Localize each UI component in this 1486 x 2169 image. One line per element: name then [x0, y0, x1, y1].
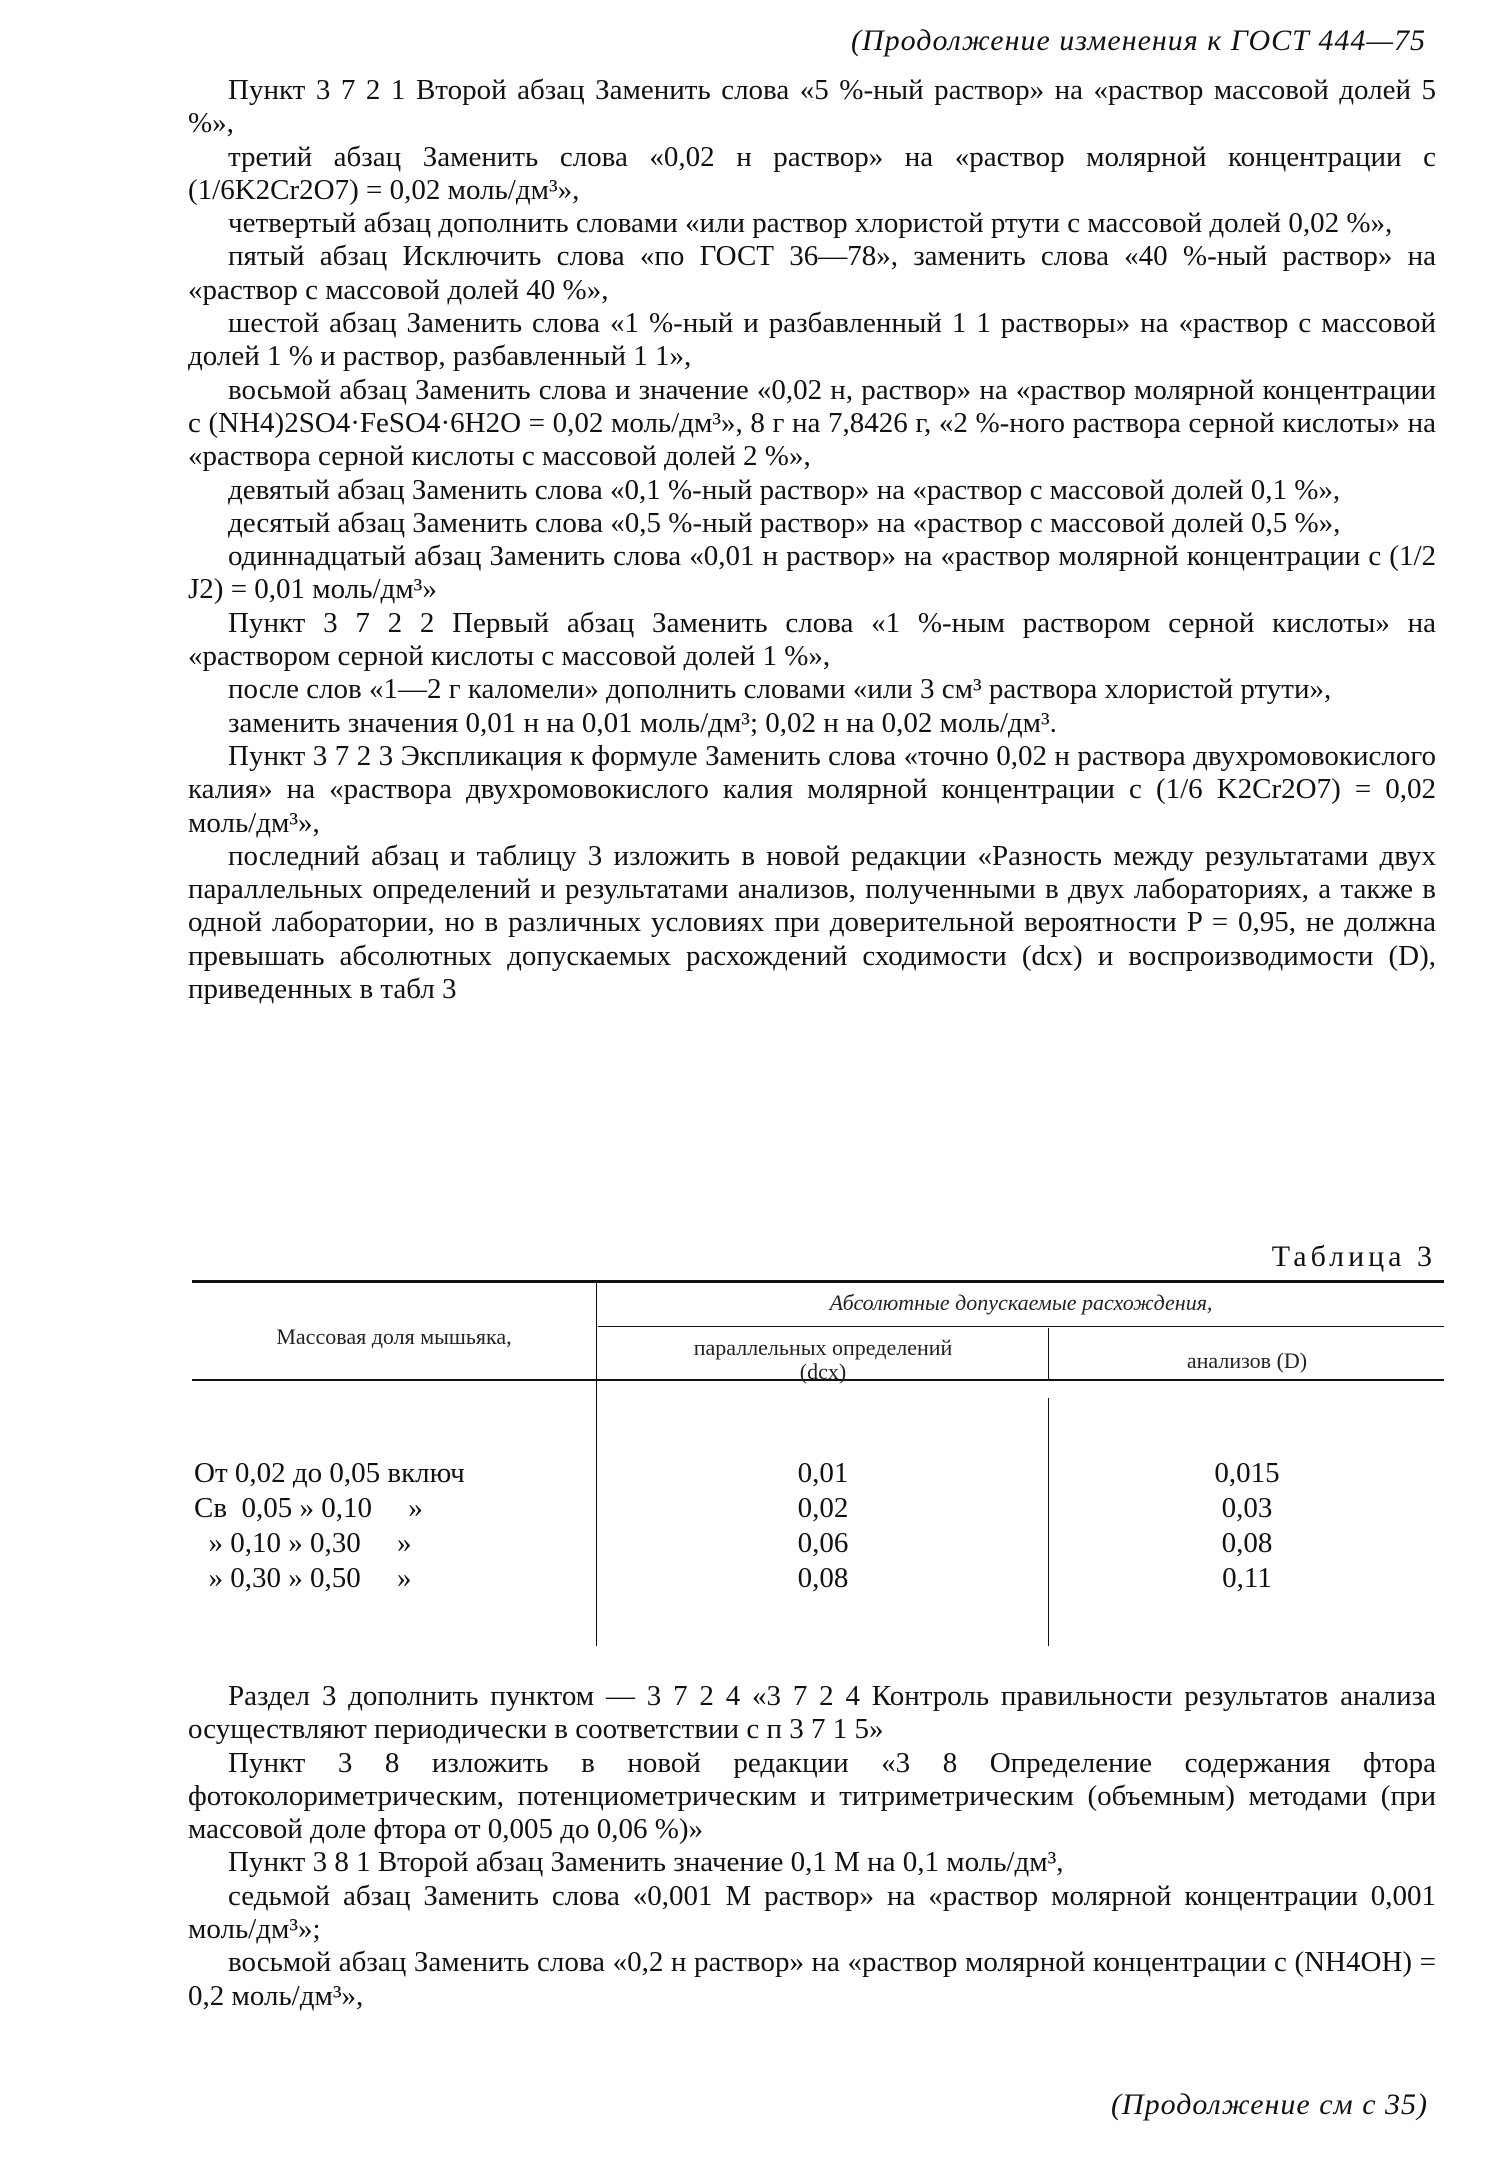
page-footer: (Продолжение см с 35)	[1110, 2088, 1428, 2121]
amendment-text-bottom	[188, 1680, 1436, 2013]
paragraph: шестой абзац Заменить слова «1 %-ный и разбавленный 1 1 растворы» на «раствор с массовой долей 1 % и раствор, разбавленный 1 1»,	[188, 307, 1436, 373]
tolerance-table	[192, 1280, 1444, 1646]
table-header-dcx-line1: параллельных определений	[693, 1335, 953, 1360]
table-column-divider	[1048, 1328, 1049, 1380]
table-subheader-rule	[598, 1326, 1444, 1327]
cell-range: » 0,10 » 0,30 »	[194, 1527, 412, 1559]
table-caption: Таблица 3	[1271, 1240, 1436, 1273]
paragraph: Пункт 3 7 2 2 Первый абзац Заменить слова «1 %-ным раствором серной кислоты» на «раствором серной кислоты с массовой долей 1 %»,	[188, 606, 1436, 673]
table-top-rule	[192, 1280, 1444, 1283]
cell-d: 0,03	[1221, 1492, 1273, 1524]
cell-dcx: 0,08	[797, 1562, 849, 1594]
cell-d: 0,015	[1214, 1457, 1280, 1489]
paragraph: заменить значения 0,01 н на 0,01 моль/дм³; 0,02 н на 0,02 моль/дм³.	[228, 706, 1057, 739]
paragraph: пятый абзац Исключить слова «по ГОСТ 36—78», заменить слова «40 %-ный раствор» на «раствор с массовой долей 40 %»,	[188, 240, 1436, 306]
paragraph: одиннадцатый абзац Заменить слова «0,01 н раствор» на «раствор молярной концентрации с (1/2 J2) = 0,01 моль/дм³»	[188, 540, 1436, 606]
paragraph: Пункт 3 8 изложить в новой редакции «3 8 Определение содержания фтора фотоколориметрическим, потенциометрическим и титриметрическим (объемным) методами (при массовой доле фтора от 0,005 до 0,06 %)»	[188, 1746, 1436, 1846]
paragraph: после слов «1—2 г каломели» дополнить словами «или 3 см³ раствора хлористой ртути»,	[228, 673, 1332, 706]
cell-dcx: 0,01	[797, 1457, 849, 1489]
cell-dcx: 0,06	[797, 1527, 849, 1559]
table-row	[192, 1457, 1444, 1491]
paragraph: Пункт 3 7 2 1 Второй абзац Заменить слова «5 %-ный раствор» на «раствор массовой долей 5 %»,	[188, 74, 1436, 140]
paragraph: восьмой абзац Заменить слова и значение «0,02 н, раствор» на «раствор молярной концентрации с (NH4)2SO4·FeSO4·6H2O = 0,02 моль/дм³», 8 г на 7,8426 г, «2 %-ного раствора серной кислоты» на «раствора серной кислоты с массовой долей 2 %»,	[188, 373, 1436, 473]
table-row	[192, 1492, 1444, 1526]
cell-range: Св 0,05 » 0,10 »	[194, 1492, 423, 1524]
table-header-dcx-line2: (dcx)	[799, 1359, 847, 1384]
table-group-header: Абсолютные допускаемые расхождения,	[829, 1290, 1213, 1315]
cell-range: » 0,30 » 0,50 »	[194, 1562, 412, 1594]
cell-range: От 0,02 до 0,05 включ	[194, 1457, 465, 1489]
paragraph: Раздел 3 дополнить пунктом — 3 7 2 4 «3 7 2 4 Контроль правильности результатов анализа осуществляют периодически в соответствии с п 3 7 1 5»	[188, 1680, 1436, 1746]
table-row	[192, 1562, 1444, 1596]
amendment-text-top	[188, 74, 1436, 1006]
cell-d: 0,08	[1221, 1527, 1273, 1559]
paragraph: Пункт 3 8 1 Второй абзац Заменить значение 0,1 М на 0,1 моль/дм³,	[228, 1846, 1064, 1879]
paragraph: четвертый абзац дополнить словами «или раствор хлористой ртути с массовой долей 0,02 %»,	[228, 207, 1393, 240]
paragraph: последний абзац и таблицу 3 изложить в новой редакции «Разность между результатами двух параллельных определений и результатами анализов, полученными в двух лабораториях, а также в одной лаборатории, но в различных условиях при доверительной вероятности P = 0,95, не должна превышать абсолютных допускаемых расхождений сходимости (dсх) и воспроизводимости (D), приведенных в табл 3	[188, 839, 1436, 1006]
page-header: (Продолжение изменения к ГОСТ 444—75	[851, 24, 1426, 57]
paragraph: седьмой абзац Заменить слова «0,001 М раствор» на «раствор молярной концентрации 0,001 моль/дм³»;	[188, 1879, 1436, 1946]
table-header-arsenic: Массовая доля мышьяка,	[276, 1324, 512, 1349]
paragraph: третий абзац Заменить слова «0,02 н раствор» на «раствор молярной концентрации с (1/6K2Cr2O7) = 0,02 моль/дм³»,	[188, 140, 1436, 206]
paragraph: десятый абзац Заменить слова «0,5 %-ный раствор» на «раствор с массовой долей 0,5 %»,	[228, 506, 1341, 539]
paragraph: Пункт 3 7 2 3 Экспликация к формуле Заменить слова «точно 0,02 н раствора двухромовокислого калия» на «раствора двухромовокислого калия молярной концентрации с (1/6 K2Cr2O7) = 0,02 моль/дм³»,	[188, 739, 1436, 839]
table-row	[192, 1527, 1444, 1561]
paragraph: восьмой абзац Заменить слова «0,2 н раствор» на «раствор молярной концентрации с (NH4OH) = 0,2 моль/дм³»,	[188, 1946, 1436, 2012]
paragraph: девятый абзац Заменить слова «0,1 %-ный раствор» на «раствор с массовой долей 0,1 %»,	[228, 473, 1341, 506]
table-header-dcx	[598, 1336, 1048, 1384]
table-header-d: анализов (D)	[1186, 1348, 1308, 1373]
cell-dcx: 0,02	[797, 1492, 849, 1524]
cell-d: 0,11	[1222, 1562, 1272, 1594]
